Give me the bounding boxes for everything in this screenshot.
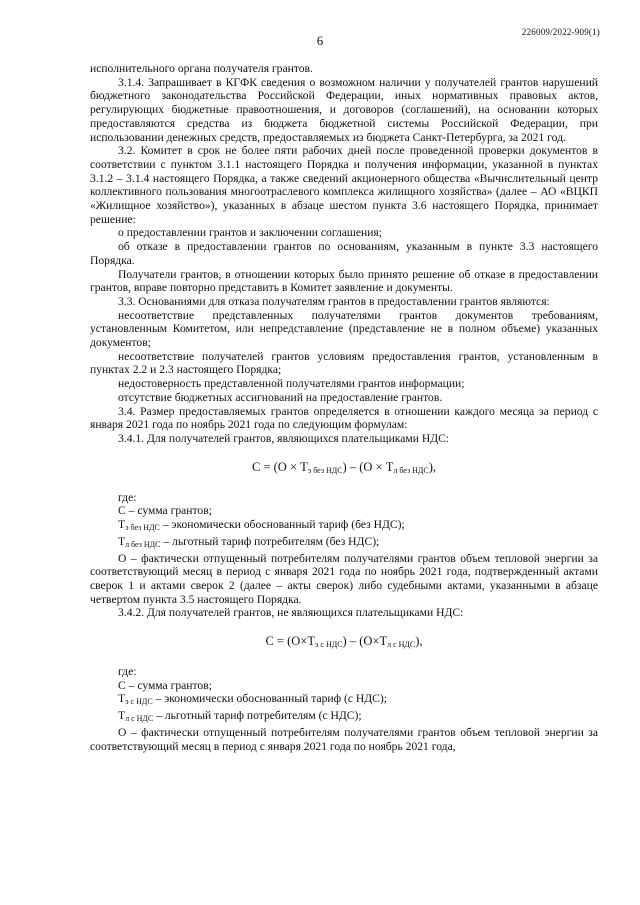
paragraph: 3.3. Основаниями для отказа получателям грантов в предоставлении грантов являются: (118, 294, 550, 308)
paragraph: несоответствие представленных получателями грантов документов требованиям, установленным Комитетом, или непредставление (представление не в полном объеме) указанных документов; (90, 308, 598, 350)
definition-tl: $Т_{л без НДС}$ – льготный тариф потребителям (без НДС); (118, 534, 380, 549)
paragraph: несоответствие получателей грантов условиям предоставления грантов, установленным в пунктах 2.2 и 2.3 настоящего Порядка; (90, 349, 598, 377)
definition-tl: $Т_{л с НДС}$ – льготный тариф потребителям (с НДС); (118, 709, 362, 724)
paragraph: Получатели грантов, в отношении которых было принято решение об отказе в предоставлении грантов, вправе повторно представить в Комитет заявление и документы. (90, 267, 598, 295)
formula-vat-payers: $С = (О \times Т_{э без НДС}) - (О \times Т_{л без НДС})$, (252, 459, 436, 475)
definition-o: О – фактически отпущенный потребителям получателями грантов объем тепловой энергии за соответствующий месяц в период с января 2021 года по ноябрь 2021 года, подтвержденный актами сверок 1 и актами сверок 2 (далее – акты сверок) либо судебными актами, указанными в абзаце четвертом пункта 3.5 настоящего Порядка. (90, 551, 598, 606)
definition-c: С – сумма грантов; (118, 504, 212, 518)
definition-c: С – сумма грантов; (118, 678, 212, 692)
formula-non-vat-payers: $С = (О\times Т_{э с НДС}) - (О\times Т_{л с НДС})$, (265, 634, 423, 650)
paragraph: недостоверность представленной получателями грантов информации; (118, 377, 465, 391)
where-label: где: (118, 490, 137, 504)
paragraph: 3.4.1. Для получателей грантов, являющихся плательщиками НДС: (118, 431, 450, 445)
definition-o: О – фактически отпущенный потребителям получателями грантов объем тепловой энергии за соответствующий месяц в период с января 2021 года по ноябрь 2021 года, (90, 725, 598, 753)
document-number: 226009/2022-909(1) (521, 27, 600, 37)
paragraph: о предоставлении грантов и заключении соглашения; (118, 226, 382, 240)
definition-te: $Т_{э без НДС}$ – экономически обоснованный тариф (без НДС); (118, 518, 405, 533)
document-body (90, 62, 598, 753)
paragraph: отсутствие бюджетных ассигнований на предоставление грантов. (118, 390, 443, 404)
paragraph: 3.2. Комитет в срок не более пяти рабочих дней после проведенной проверки документов в соответствии с пунктом 3.1.1 настоящего Порядка и получения информации, указанной в пунктах 3.1.2 – 3.1.4 настоящего Порядка, а также сведений акционерного общества «Вычислительный центр коллективного пользования многоотраслевого комплекса жилищного хозяйства» (далее – АО «ВЦКП «Жилищное хозяйство»), указанных в абзаце шестом пункта 3.6 настоящего Порядка, принимает решение: (90, 144, 598, 226)
paragraph: об отказе в предоставлении грантов по основаниям, указанным в пункте 3.3 настоящего Порядка. (90, 240, 598, 267)
definition-te: $Т_{э с НДС}$ – экономически обоснованный тариф (с НДС); (118, 692, 387, 707)
paragraph: 3.1.4. Запрашивает в КГФК сведения о возможном наличии у получателей грантов нарушений бюджетного законодательства Российской Федерации, иных нормативных правовых актов, регулирующих бюджетные правоотношения, и договоров (соглашений), на основании которых предоставляются средства из бюджета бюджетной системы Российской Федерации, при использовании денежных средств, предоставляемых из бюджета Санкт-Петербурга, за 2021 год. (90, 75, 598, 144)
paragraph: исполнительного органа получателя грантов. (90, 62, 313, 75)
where-label: где: (118, 665, 137, 679)
paragraph: 3.4.2. Для получателей грантов, не являющихся плательщиками НДС: (118, 606, 464, 620)
page-number: 6 (316, 33, 324, 48)
paragraph: 3.4. Размер предоставляемых грантов определяется в отношении каждого месяца за период с января 2021 года по ноябрь 2021 года по следующим формулам: (90, 404, 598, 432)
